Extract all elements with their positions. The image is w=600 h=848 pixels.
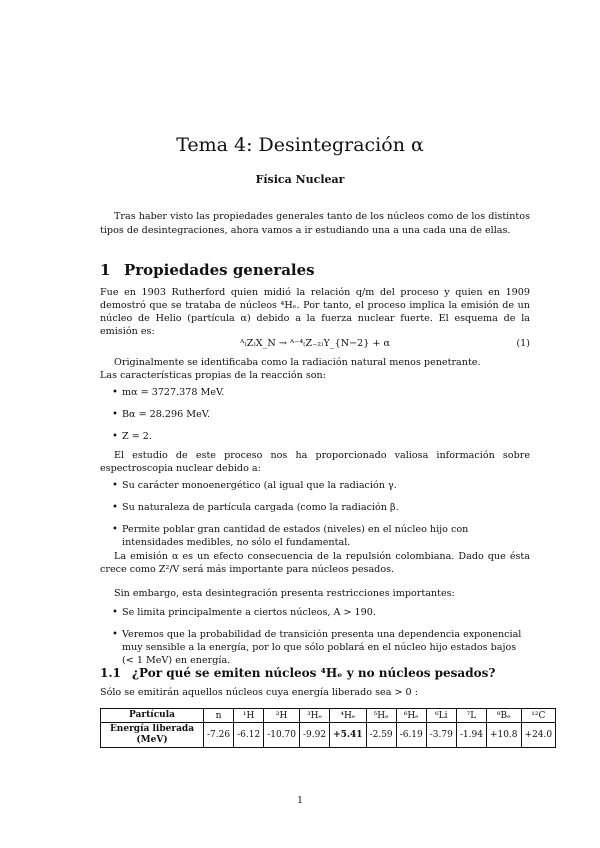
list-item: • Veremos que la probabilidad de transición presenta una dependencia exponencial muy sensible a la energía, por lo que sólo poblará en el núcleo hijo estados bajos (< 1 MeV) en energía.: [112, 628, 530, 667]
properties-list: [112, 386, 530, 443]
table-cell: ⁴Hₑ: [330, 709, 366, 723]
table-cell: ¹H: [234, 709, 264, 723]
table-row: [101, 723, 556, 748]
list-item: • Bα = 28.296 MeV.: [112, 408, 530, 421]
table-cell: -7.26: [204, 723, 234, 748]
table-cell: -9.92: [300, 723, 330, 748]
table-cell: ¹²C: [521, 709, 556, 723]
paragraph-rutherford: Fue en 1903 Rutherford quien midió la relación q/m del proceso y quien en 1909 demostró que se trataba de núcleos ⁴Hₑ. Por tanto, el proceso implica la emisión de un núcleo de Helio (partícula α) debido a la fuerza nuclear fuerte. El esquema de la emisión es:: [100, 287, 530, 337]
paragraph-table-intro: Sólo se emitirán aquellos núcleos cuya energía liberado sea > 0 :: [100, 687, 418, 698]
list-item: • Su carácter monoenergético (al igual que la radiación γ.: [112, 479, 530, 492]
list-item: • Permite poblar gran cantidad de estados (niveles) en el núcleo hijo con intensidades medibles, no sólo el fundamental.: [112, 523, 530, 549]
paragraph-origin: Originalmente se identificaba como la radiación natural menos penetrante.: [114, 357, 481, 368]
section-title: Propiedades generales: [124, 261, 315, 279]
table-cell: ⁶Hₑ: [396, 709, 426, 723]
abstract: Tras haber visto las propiedades generales tanto de los núcleos como de los distintos tipos de desintegraciones, ahora vamos a ir estudiando una a una cada una de ellas.: [100, 211, 530, 236]
subsection-heading: [100, 666, 495, 680]
list-item: • Se limita principalmente a ciertos núcleos, A > 190.: [112, 606, 530, 619]
paragraph-study: El estudio de este proceso nos ha proporcionado valiosa información sobre espectroscopia nuclear debido a:: [100, 450, 530, 474]
paragraph-properties-intro: Las características propias de la reacción son:: [100, 370, 326, 381]
table-cell: -1.94: [456, 723, 486, 748]
table-cell: ⁶Li: [426, 709, 456, 723]
table-cell: -2.59: [366, 723, 396, 748]
table-cell: +24.0: [521, 723, 556, 748]
table-cell: -3.79: [426, 723, 456, 748]
equation-number: (1): [516, 338, 530, 349]
table-cell: ⁵Hₑ: [366, 709, 396, 723]
section-number: 1: [100, 261, 111, 279]
list-item: • Su naturaleza de partícula cargada (como la radiación β.: [112, 501, 530, 514]
restrictions-list: [112, 606, 530, 667]
table-cell-highlight: +5.41: [330, 723, 366, 748]
table-cell: ⁷L: [456, 709, 486, 723]
table-cell: +10.8: [486, 723, 521, 748]
list-item: • mα = 3727.378 MeV.: [112, 386, 530, 399]
table-cell: ³Hₑ: [300, 709, 330, 723]
table-row: [101, 709, 556, 723]
table-cell: -6.19: [396, 723, 426, 748]
page-number: 1: [296, 795, 304, 806]
paragraph-repulsion: La emisión α es un efecto consecuencia de la repulsión colombiana. Dado que ésta crece como Z²/V será más importante para núcleos pesados.: [100, 551, 530, 575]
table-cell: ⁸Bₑ: [486, 709, 521, 723]
table-header-cell: Energía liberada (MeV): [101, 723, 204, 748]
reasons-list: [112, 479, 530, 549]
page-subtitle: Física Nuclear: [255, 173, 345, 186]
subsection-title: ¿Por qué se emiten núcleos ⁴Hₑ y no núcleos pesados?: [132, 666, 496, 680]
energy-table: [100, 708, 556, 748]
table-cell: n: [204, 709, 234, 723]
paragraph-restrictions-intro: Sin embargo, esta desintegración presenta restricciones importantes:: [114, 588, 455, 599]
equation: [100, 338, 530, 352]
section-heading: [100, 261, 315, 279]
equation-body: ᴬ₍Z₎X_N → ᴬ⁻⁴₍Z₋₂₎Y_{N−2} + α: [240, 338, 390, 349]
table-cell: -6.12: [234, 723, 264, 748]
table-cell: -10.70: [264, 723, 300, 748]
list-item: • Z = 2.: [112, 430, 530, 443]
table-cell: ²H: [264, 709, 300, 723]
table-header-cell: Partícula: [101, 709, 204, 723]
subsection-number: 1.1: [100, 666, 121, 680]
page-title: Tema 4: Desintegración α: [176, 134, 424, 156]
